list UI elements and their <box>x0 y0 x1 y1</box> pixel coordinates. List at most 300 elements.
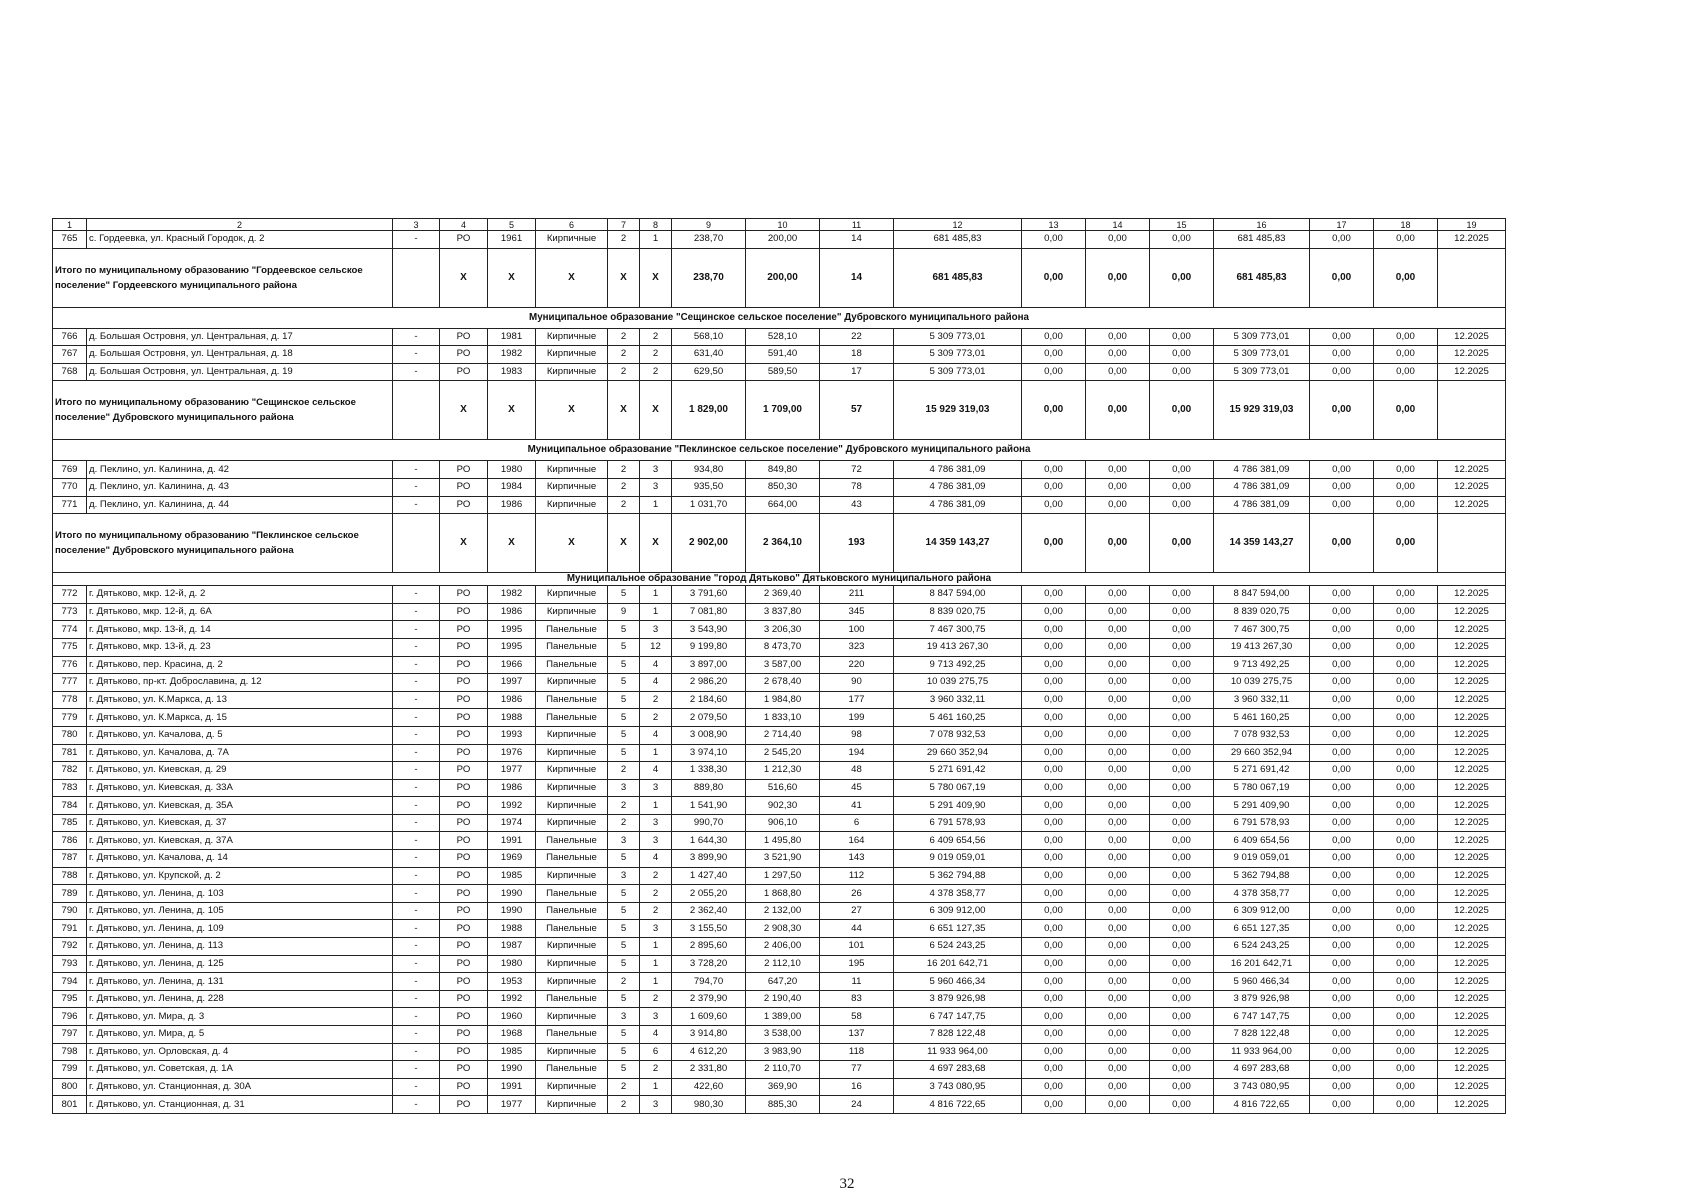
table-cell: Кирпичные <box>536 674 608 692</box>
table-cell: 0,00 <box>1374 1008 1438 1026</box>
total-title: Итого по муниципальному образованию "Сещинское сельское поселение" Дубровского муниципального района <box>53 381 393 440</box>
table-cell: 11 933 964,00 <box>1214 1043 1310 1061</box>
table-cell: 2 190,40 <box>746 990 820 1008</box>
table-cell: 3 155,50 <box>672 920 746 938</box>
table-cell: 12.2025 <box>1438 990 1506 1008</box>
total-cell: Х <box>608 514 640 573</box>
table-cell: 0,00 <box>1374 867 1438 885</box>
table-cell: 3 <box>640 814 672 832</box>
table-cell: 1982 <box>488 346 536 364</box>
table-cell: 935,50 <box>672 478 746 496</box>
table-cell: 12.2025 <box>1438 920 1506 938</box>
table-cell: 1 <box>640 938 672 956</box>
table-cell: 1 <box>640 744 672 762</box>
table-cell: 0,00 <box>1022 955 1086 973</box>
table-cell: Кирпичные <box>536 1096 608 1114</box>
table-cell: 3 960 332,11 <box>1214 691 1310 709</box>
table-cell: 137 <box>820 1026 894 1044</box>
column-number: 17 <box>1310 219 1374 231</box>
address-cell: г. Дятьково, ул. Ленина, д. 109 <box>87 920 393 938</box>
table-cell: 43 <box>820 496 894 514</box>
table-cell: 1 <box>640 586 672 604</box>
page-number: 32 <box>839 1176 855 1192</box>
table-cell: 0,00 <box>1086 674 1150 692</box>
table-row <box>53 920 1506 938</box>
table-cell: 323 <box>820 638 894 656</box>
table-cell: 1986 <box>488 496 536 514</box>
table-cell: 9 199,80 <box>672 638 746 656</box>
table-cell: - <box>393 973 440 991</box>
table-cell: 0,00 <box>1150 902 1214 920</box>
total-cell: 15 929 319,03 <box>894 381 1022 440</box>
table-cell: 41 <box>820 797 894 815</box>
table-cell: 1966 <box>488 656 536 674</box>
table-cell: Панельные <box>536 832 608 850</box>
table-cell: 0,00 <box>1374 638 1438 656</box>
table-cell: РО <box>440 762 488 780</box>
table-cell: 3 <box>608 779 640 797</box>
table-cell: 101 <box>820 938 894 956</box>
table-cell: 0,00 <box>1150 938 1214 956</box>
table-cell: 12.2025 <box>1438 656 1506 674</box>
table-cell: РО <box>440 1096 488 1114</box>
total-cell: Х <box>488 381 536 440</box>
table-cell: 0,00 <box>1022 832 1086 850</box>
table-cell: РО <box>440 797 488 815</box>
table-cell: 0,00 <box>1374 621 1438 639</box>
table-cell: 1 <box>640 973 672 991</box>
table-cell: 0,00 <box>1022 638 1086 656</box>
table-cell: 0,00 <box>1150 1078 1214 1096</box>
table-cell: 5 <box>608 850 640 868</box>
column-number: 18 <box>1374 219 1438 231</box>
table-cell: 0,00 <box>1310 1096 1374 1114</box>
column-number-row <box>53 219 1506 231</box>
table-cell: 5 <box>608 955 640 973</box>
total-cell <box>1438 381 1506 440</box>
table-cell: 12.2025 <box>1438 938 1506 956</box>
table-cell: 6 524 243,25 <box>1214 938 1310 956</box>
table-cell: 0,00 <box>1022 363 1086 381</box>
table-cell: 2 908,30 <box>746 920 820 938</box>
table-cell: 0,00 <box>1086 814 1150 832</box>
table-cell: 0,00 <box>1086 328 1150 346</box>
table-cell: 6 791 578,93 <box>1214 814 1310 832</box>
table-cell: 2 <box>640 691 672 709</box>
total-cell: 0,00 <box>1022 248 1086 307</box>
table-cell: 0,00 <box>1150 762 1214 780</box>
table-cell: 3 914,80 <box>672 1026 746 1044</box>
total-cell: Х <box>440 514 488 573</box>
table-cell: 0,00 <box>1086 656 1150 674</box>
table-cell: 8 847 594,00 <box>1214 586 1310 604</box>
table-cell: 0,00 <box>1150 797 1214 815</box>
address-cell: г. Дятьково, ул. Киевская, д. 37А <box>87 832 393 850</box>
table-cell: 0,00 <box>1310 920 1374 938</box>
table-cell: 1991 <box>488 832 536 850</box>
table-cell: 3 897,00 <box>672 656 746 674</box>
table-cell: 5 461 160,25 <box>894 709 1022 727</box>
total-cell: 0,00 <box>1310 514 1374 573</box>
table-cell: 0,00 <box>1374 814 1438 832</box>
table-cell: 4 378 358,77 <box>894 885 1022 903</box>
table-cell: 768 <box>53 363 87 381</box>
total-cell: 14 <box>820 248 894 307</box>
total-cell: 1 709,00 <box>746 381 820 440</box>
table-cell: 3 879 926,98 <box>894 990 1022 1008</box>
table-cell: - <box>393 496 440 514</box>
table-cell: 2 055,20 <box>672 885 746 903</box>
table-row <box>53 797 1506 815</box>
table-cell: 3 743 080,95 <box>1214 1078 1310 1096</box>
table-cell: 849,80 <box>746 461 820 479</box>
table-cell: 0,00 <box>1310 691 1374 709</box>
table-cell: 45 <box>820 779 894 797</box>
table-row <box>53 1043 1506 1061</box>
table-row <box>53 744 1506 762</box>
table-cell: 2 <box>608 1078 640 1096</box>
table-cell: 1991 <box>488 1078 536 1096</box>
table-cell: РО <box>440 990 488 1008</box>
address-cell: г. Дятьково, ул. Ленина, д. 103 <box>87 885 393 903</box>
table-cell: 2 132,00 <box>746 902 820 920</box>
table-cell: 0,00 <box>1374 797 1438 815</box>
table-cell: 3 879 926,98 <box>1214 990 1310 1008</box>
address-cell: г. Дятьково, ул. Киевская, д. 33А <box>87 779 393 797</box>
table-cell: 793 <box>53 955 87 973</box>
table-cell: 3 899,90 <box>672 850 746 868</box>
table-cell: 0,00 <box>1310 850 1374 868</box>
table-cell: 0,00 <box>1374 920 1438 938</box>
section-header-row <box>53 307 1506 328</box>
table-cell: 2 <box>608 797 640 815</box>
total-cell: 238,70 <box>672 248 746 307</box>
table-cell: 0,00 <box>1310 832 1374 850</box>
address-cell: г. Дятьково, ул. Орловская, д. 4 <box>87 1043 393 1061</box>
table-cell: 6 409 654,56 <box>894 832 1022 850</box>
table-cell: - <box>393 586 440 604</box>
table-cell: 2 <box>640 328 672 346</box>
column-number: 9 <box>672 219 746 231</box>
table-cell: - <box>393 938 440 956</box>
table-cell: 5 <box>608 885 640 903</box>
table-cell: - <box>393 231 440 249</box>
table-cell: 3 <box>640 779 672 797</box>
table-cell: Кирпичные <box>536 938 608 956</box>
table-cell: 0,00 <box>1022 674 1086 692</box>
total-cell: Х <box>536 248 608 307</box>
address-cell: г. Дятьково, ул. Крупской, д. 2 <box>87 867 393 885</box>
table-cell: 3 <box>640 478 672 496</box>
total-cell: 0,00 <box>1022 381 1086 440</box>
total-cell: 0,00 <box>1374 381 1438 440</box>
total-cell: 0,00 <box>1086 514 1150 573</box>
table-cell: 0,00 <box>1086 797 1150 815</box>
table-cell: РО <box>440 850 488 868</box>
table-cell: Кирпичные <box>536 231 608 249</box>
table-cell: 5 271 691,42 <box>894 762 1022 780</box>
table-cell: 1977 <box>488 762 536 780</box>
table-cell: 0,00 <box>1150 814 1214 832</box>
table-cell: 72 <box>820 461 894 479</box>
table-cell: РО <box>440 814 488 832</box>
table-cell: 0,00 <box>1022 797 1086 815</box>
table-cell: 1 389,00 <box>746 1008 820 1026</box>
table-cell: 12.2025 <box>1438 478 1506 496</box>
table-cell: 0,00 <box>1310 762 1374 780</box>
table-cell: 1988 <box>488 920 536 938</box>
table-cell: 195 <box>820 955 894 973</box>
table-cell: РО <box>440 1078 488 1096</box>
table-cell: 9 713 492,25 <box>894 656 1022 674</box>
address-cell: г. Дятьково, ул. Качалова, д. 5 <box>87 726 393 744</box>
table-cell: 11 <box>820 973 894 991</box>
table-cell: 3 <box>640 1008 672 1026</box>
table-cell: 24 <box>820 1096 894 1114</box>
table-cell: 5 <box>608 638 640 656</box>
table-cell: 3 728,20 <box>672 955 746 973</box>
table-row <box>53 603 1506 621</box>
table-cell: 5 309 773,01 <box>1214 346 1310 364</box>
total-cell <box>393 381 440 440</box>
column-number: 12 <box>894 219 1022 231</box>
table-cell: 0,00 <box>1022 1026 1086 1044</box>
table-cell: 800 <box>53 1078 87 1096</box>
table-cell: 0,00 <box>1150 621 1214 639</box>
table-cell: 980,30 <box>672 1096 746 1114</box>
table-cell: Панельные <box>536 1026 608 1044</box>
table-cell: 0,00 <box>1086 990 1150 1008</box>
table-cell: 1983 <box>488 363 536 381</box>
table-cell: 0,00 <box>1310 955 1374 973</box>
table-cell: 767 <box>53 346 87 364</box>
table-cell: 2 <box>608 973 640 991</box>
table-cell: 0,00 <box>1310 621 1374 639</box>
table-cell: 4 612,20 <box>672 1043 746 1061</box>
table-cell: 1 031,70 <box>672 496 746 514</box>
table-cell: 785 <box>53 814 87 832</box>
table-cell: 0,00 <box>1374 231 1438 249</box>
table-cell: 798 <box>53 1043 87 1061</box>
table-cell: 12.2025 <box>1438 885 1506 903</box>
table-cell: 885,30 <box>746 1096 820 1114</box>
table-cell: 211 <box>820 586 894 604</box>
table-cell: 17 <box>820 363 894 381</box>
table-cell: 0,00 <box>1086 638 1150 656</box>
table-cell: 0,00 <box>1310 363 1374 381</box>
table-cell: 22 <box>820 328 894 346</box>
table-row <box>53 955 1506 973</box>
table-cell: 0,00 <box>1022 1043 1086 1061</box>
table-cell: 112 <box>820 867 894 885</box>
table-cell: 0,00 <box>1022 461 1086 479</box>
table-cell: 1968 <box>488 1026 536 1044</box>
table-cell: Панельные <box>536 885 608 903</box>
table-cell: РО <box>440 885 488 903</box>
table-cell: 1980 <box>488 461 536 479</box>
table-cell: 1 644,30 <box>672 832 746 850</box>
table-cell: 164 <box>820 832 894 850</box>
table-cell: 770 <box>53 478 87 496</box>
table-cell: 2 <box>640 346 672 364</box>
table-cell: 7 078 932,53 <box>1214 726 1310 744</box>
table-cell: 0,00 <box>1086 779 1150 797</box>
table-row <box>53 832 1506 850</box>
table-cell: РО <box>440 674 488 692</box>
table-cell: 12.2025 <box>1438 797 1506 815</box>
table-cell: - <box>393 709 440 727</box>
table-cell: 2 <box>640 709 672 727</box>
table-cell: 0,00 <box>1310 990 1374 1008</box>
table-cell: 681 485,83 <box>894 231 1022 249</box>
table-cell: - <box>393 726 440 744</box>
table-cell: РО <box>440 621 488 639</box>
table-cell: 0,00 <box>1374 691 1438 709</box>
table-cell: 12.2025 <box>1438 603 1506 621</box>
table-cell: 0,00 <box>1086 850 1150 868</box>
table-cell: 1 868,80 <box>746 885 820 903</box>
table-cell: 769 <box>53 461 87 479</box>
table-cell: 0,00 <box>1150 1061 1214 1079</box>
table-cell: 528,10 <box>746 328 820 346</box>
table-cell: 12.2025 <box>1438 832 1506 850</box>
table-cell: 0,00 <box>1374 779 1438 797</box>
table-cell: 0,00 <box>1022 885 1086 903</box>
address-cell: г. Дятьково, ул. Качалова, д. 7А <box>87 744 393 762</box>
table-cell: Кирпичные <box>536 586 608 604</box>
table-cell: 0,00 <box>1150 832 1214 850</box>
table-cell: 369,90 <box>746 1078 820 1096</box>
table-cell: 2 <box>608 762 640 780</box>
table-cell: 1976 <box>488 744 536 762</box>
table-cell: 3 206,30 <box>746 621 820 639</box>
table-cell: 12.2025 <box>1438 902 1506 920</box>
table-cell: РО <box>440 586 488 604</box>
table-cell: Панельные <box>536 990 608 1008</box>
address-cell: д. Пеклино, ул. Калинина, д. 43 <box>87 478 393 496</box>
table-cell: 0,00 <box>1022 656 1086 674</box>
table-cell: 0,00 <box>1086 586 1150 604</box>
table-cell: 0,00 <box>1022 346 1086 364</box>
table-row <box>53 478 1506 496</box>
table-cell: - <box>393 885 440 903</box>
table-cell: 200,00 <box>746 231 820 249</box>
table-cell: - <box>393 1026 440 1044</box>
table-cell: - <box>393 762 440 780</box>
table-cell: 3 <box>608 1008 640 1026</box>
table-cell: 177 <box>820 691 894 709</box>
table-cell: 5 <box>608 691 640 709</box>
table-cell: 2 <box>640 867 672 885</box>
table-cell: 5 <box>608 920 640 938</box>
table-cell: 801 <box>53 1096 87 1114</box>
table-cell: 0,00 <box>1150 638 1214 656</box>
table-cell: 1981 <box>488 328 536 346</box>
table-row <box>53 621 1506 639</box>
table-cell: 1990 <box>488 1061 536 1079</box>
table-cell: РО <box>440 920 488 938</box>
table-cell: 783 <box>53 779 87 797</box>
table-cell: 3 974,10 <box>672 744 746 762</box>
table-cell: 0,00 <box>1086 1061 1150 1079</box>
table-cell: 10 039 275,75 <box>1214 674 1310 692</box>
address-cell: с. Гордеевка, ул. Красный Городок, д. 2 <box>87 231 393 249</box>
table-cell: 0,00 <box>1310 586 1374 604</box>
table-cell: 7 828 122,48 <box>894 1026 1022 1044</box>
total-cell: 2 364,10 <box>746 514 820 573</box>
table-cell: 0,00 <box>1150 973 1214 991</box>
address-cell: г. Дятьково, ул. Ленина, д. 228 <box>87 990 393 1008</box>
table-cell: 0,00 <box>1086 461 1150 479</box>
table-cell: РО <box>440 726 488 744</box>
table-cell: 1 <box>640 496 672 514</box>
address-cell: г. Дятьково, ул. Киевская, д. 37 <box>87 814 393 832</box>
total-cell: Х <box>440 248 488 307</box>
table-cell: 0,00 <box>1374 656 1438 674</box>
table-cell: 1961 <box>488 231 536 249</box>
table-cell: 1995 <box>488 621 536 639</box>
table-cell: Кирпичные <box>536 973 608 991</box>
table-cell: 4 <box>640 674 672 692</box>
total-cell: 200,00 <box>746 248 820 307</box>
table-cell: 2 406,00 <box>746 938 820 956</box>
table-cell: 0,00 <box>1150 779 1214 797</box>
table-cell: 5 960 466,34 <box>894 973 1022 991</box>
table-cell: 5 <box>608 709 640 727</box>
table-cell: 1 212,30 <box>746 762 820 780</box>
table-cell: 12.2025 <box>1438 779 1506 797</box>
address-cell: г. Дятьково, ул. Мира, д. 5 <box>87 1026 393 1044</box>
table-cell: 0,00 <box>1374 832 1438 850</box>
table-cell: 5 780 067,19 <box>894 779 1022 797</box>
table-cell: 0,00 <box>1150 709 1214 727</box>
table-cell: 12.2025 <box>1438 850 1506 868</box>
table-cell: 5 <box>608 674 640 692</box>
table-cell: 784 <box>53 797 87 815</box>
table-row <box>53 885 1506 903</box>
table-cell: 1984 <box>488 478 536 496</box>
table-cell: 44 <box>820 920 894 938</box>
table-cell: 3 837,80 <box>746 603 820 621</box>
table-cell: 794,70 <box>672 973 746 991</box>
table-cell: 777 <box>53 674 87 692</box>
table-cell: 1992 <box>488 990 536 1008</box>
total-title: Итого по муниципальному образованию "Пеклинское сельское поселение" Дубровского муниципального района <box>53 514 393 573</box>
table-cell: 5 461 160,25 <box>1214 709 1310 727</box>
table-cell: 0,00 <box>1022 621 1086 639</box>
table-cell: 2 <box>608 328 640 346</box>
table-cell: 0,00 <box>1310 797 1374 815</box>
column-number: 19 <box>1438 219 1506 231</box>
total-cell: 0,00 <box>1150 381 1214 440</box>
table-cell: - <box>393 1078 440 1096</box>
table-cell: 5 309 773,01 <box>1214 363 1310 381</box>
table-cell: 0,00 <box>1022 779 1086 797</box>
table-cell: 0,00 <box>1310 902 1374 920</box>
table-cell: 2 <box>608 231 640 249</box>
table-cell: 16 201 642,71 <box>894 955 1022 973</box>
address-cell: г. Дятьково, пер. Красина, д. 2 <box>87 656 393 674</box>
table-cell: 790 <box>53 902 87 920</box>
table-cell: 16 201 642,71 <box>1214 955 1310 973</box>
table-cell: 0,00 <box>1086 1043 1150 1061</box>
table-cell: 0,00 <box>1310 638 1374 656</box>
table-cell: 0,00 <box>1086 744 1150 762</box>
table-cell: 4 697 283,68 <box>894 1061 1022 1079</box>
table-cell: 26 <box>820 885 894 903</box>
table-row <box>53 938 1506 956</box>
table-cell: 934,80 <box>672 461 746 479</box>
